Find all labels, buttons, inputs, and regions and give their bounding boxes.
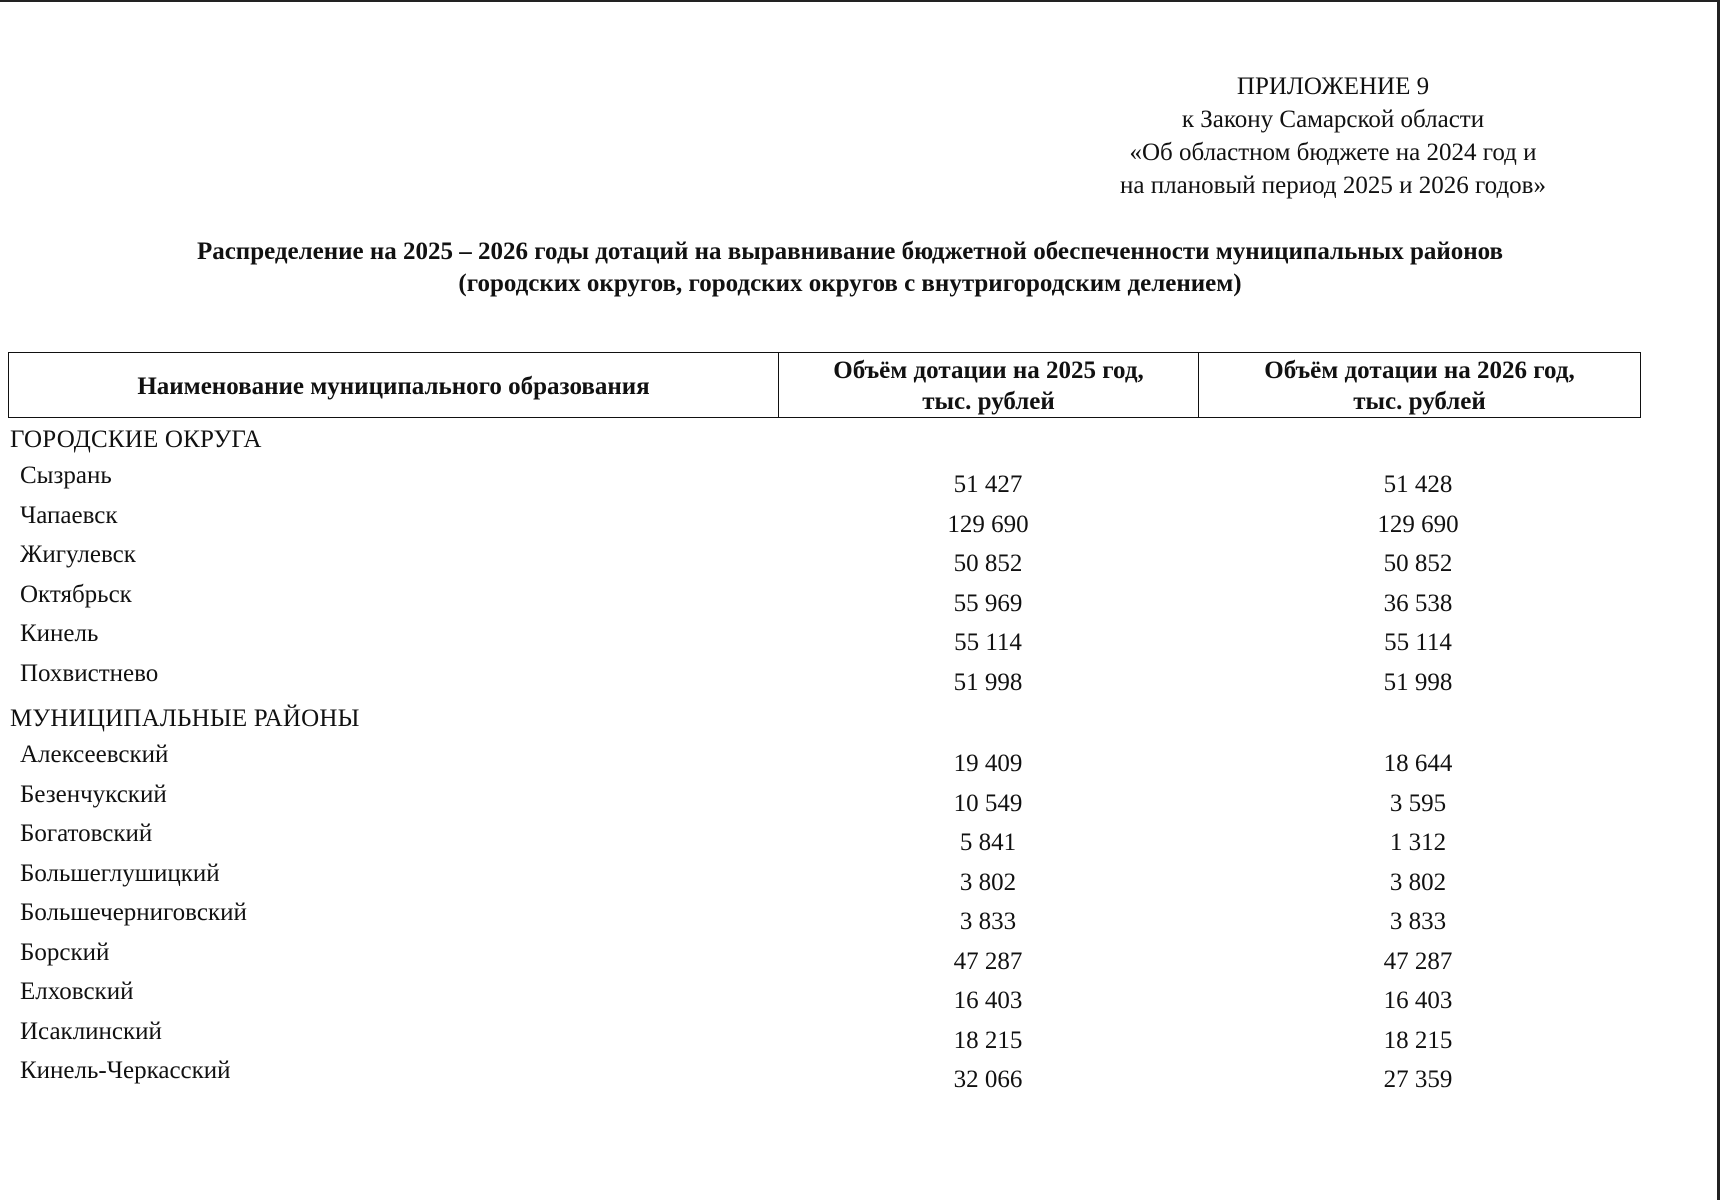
- column-header-2025-line2: тыс. рублей: [922, 388, 1055, 415]
- table-row: [8, 779, 1640, 819]
- scan-border-top: [0, 0, 1720, 2]
- column-header-name-label: Наименование муниципального образования: [137, 372, 650, 400]
- row-name: Елховский: [20, 978, 134, 1005]
- row-value-2025: 55 114: [954, 629, 1022, 656]
- table-row: [8, 1055, 1640, 1095]
- row-value-2025: 51 427: [953, 471, 1023, 498]
- appendix-header: [1053, 70, 1613, 202]
- row-value-2026: 51 428: [1383, 471, 1453, 498]
- row-value-2026: 51 998: [1383, 668, 1453, 696]
- row-value-2025: 5 841: [959, 829, 1017, 856]
- row-name: Кинель: [20, 620, 99, 647]
- row-value-2025: 55 969: [953, 589, 1023, 617]
- row-value-2026: 18 215: [1383, 1026, 1453, 1054]
- row-name: Большечерниговский: [20, 899, 247, 926]
- row-name: Безенчукский: [20, 780, 167, 808]
- row-value-2026: 129 690: [1377, 510, 1459, 538]
- row-name: Кинель-Черкасский: [20, 1057, 231, 1084]
- row-value-2025: 18 215: [953, 1026, 1023, 1054]
- table-row: [8, 618, 1640, 658]
- row-name: Борский: [20, 938, 110, 966]
- row-value-2026: 3 595: [1389, 789, 1447, 817]
- row-value-2025: 10 549: [953, 789, 1023, 817]
- table-row: [8, 500, 1640, 540]
- column-header-2026: [1199, 353, 1641, 418]
- row-name: Богатовский: [20, 820, 153, 847]
- row-value-2025: 19 409: [953, 750, 1023, 777]
- column-header-2026-line1: Объём дотации на 2026 год,: [1264, 357, 1575, 384]
- row-value-2026: 36 538: [1383, 589, 1453, 617]
- row-value-2025: 32 066: [953, 1066, 1023, 1093]
- document-title-line: (городских округов, городских округов с внутригородским делением): [458, 270, 1242, 297]
- table-row: [8, 976, 1640, 1016]
- appendix-line: ПРИЛОЖЕНИЕ 9: [1236, 73, 1430, 100]
- row-value-2026: 3 802: [1389, 868, 1447, 896]
- table-row: [8, 858, 1640, 898]
- row-name: Жигулевск: [20, 541, 136, 568]
- section-title: ГОРОДСКИЕ ОКРУГА: [10, 426, 262, 453]
- row-value-2026: 3 833: [1389, 908, 1447, 935]
- table-row: [8, 460, 1640, 500]
- row-name: Похвистнево: [20, 659, 159, 687]
- row-value-2026: 18 644: [1383, 750, 1453, 777]
- table-row: [8, 658, 1640, 698]
- row-value-2026: 1 312: [1389, 829, 1447, 856]
- document-title-line: Распределение на 2025 – 2026 годы дотаций на выравнивание бюджетной обеспеченности муниципальных районов: [196, 238, 1504, 265]
- appendix-line: на плановый период 2025 и 2026 годов»: [1120, 172, 1546, 199]
- section-title: МУНИЦИПАЛЬНЫЕ РАЙОНЫ: [10, 705, 360, 732]
- appendix-line: «Об областном бюджете на 2024 год и: [1129, 139, 1537, 166]
- row-name: Сызрань: [20, 462, 112, 489]
- row-value-2026: 27 359: [1383, 1066, 1453, 1093]
- column-header-name: [9, 353, 779, 418]
- row-value-2025: 3 833: [959, 908, 1017, 935]
- row-value-2025: 50 852: [953, 550, 1023, 577]
- column-header-2025: [779, 353, 1199, 418]
- table-row: [8, 818, 1640, 858]
- row-value-2025: 129 690: [947, 510, 1029, 538]
- row-value-2026: 47 287: [1383, 947, 1453, 975]
- table-row: [8, 579, 1640, 619]
- row-name: Исаклинский: [20, 1017, 162, 1045]
- column-header-2026-line2: тыс. рублей: [1353, 388, 1486, 415]
- row-value-2025: 16 403: [953, 987, 1023, 1014]
- table-body: [8, 420, 1640, 1095]
- table-row: [8, 897, 1640, 937]
- table-row: [8, 1016, 1640, 1056]
- row-name: Октябрьск: [20, 580, 132, 608]
- appendix-line: к Закону Самарской области: [1181, 106, 1485, 133]
- row-value-2026: 55 114: [1384, 629, 1452, 656]
- row-value-2026: 16 403: [1383, 987, 1453, 1014]
- row-value-2026: 50 852: [1383, 550, 1453, 577]
- table-row: [8, 937, 1640, 977]
- table-header-row: [9, 353, 1641, 418]
- table-row: [8, 539, 1640, 579]
- row-value-2025: 51 998: [953, 668, 1023, 696]
- table-row: [8, 739, 1640, 779]
- row-name: Большеглушицкий: [20, 859, 220, 887]
- row-name: Чапаевск: [20, 501, 118, 529]
- row-value-2025: 47 287: [953, 947, 1023, 975]
- row-name: Алексеевский: [20, 741, 169, 768]
- column-header-2025-line1: Объём дотации на 2025 год,: [833, 357, 1144, 384]
- subsidy-table-header: [8, 352, 1641, 418]
- row-value-2025: 3 802: [959, 868, 1017, 896]
- document-title: [60, 236, 1640, 300]
